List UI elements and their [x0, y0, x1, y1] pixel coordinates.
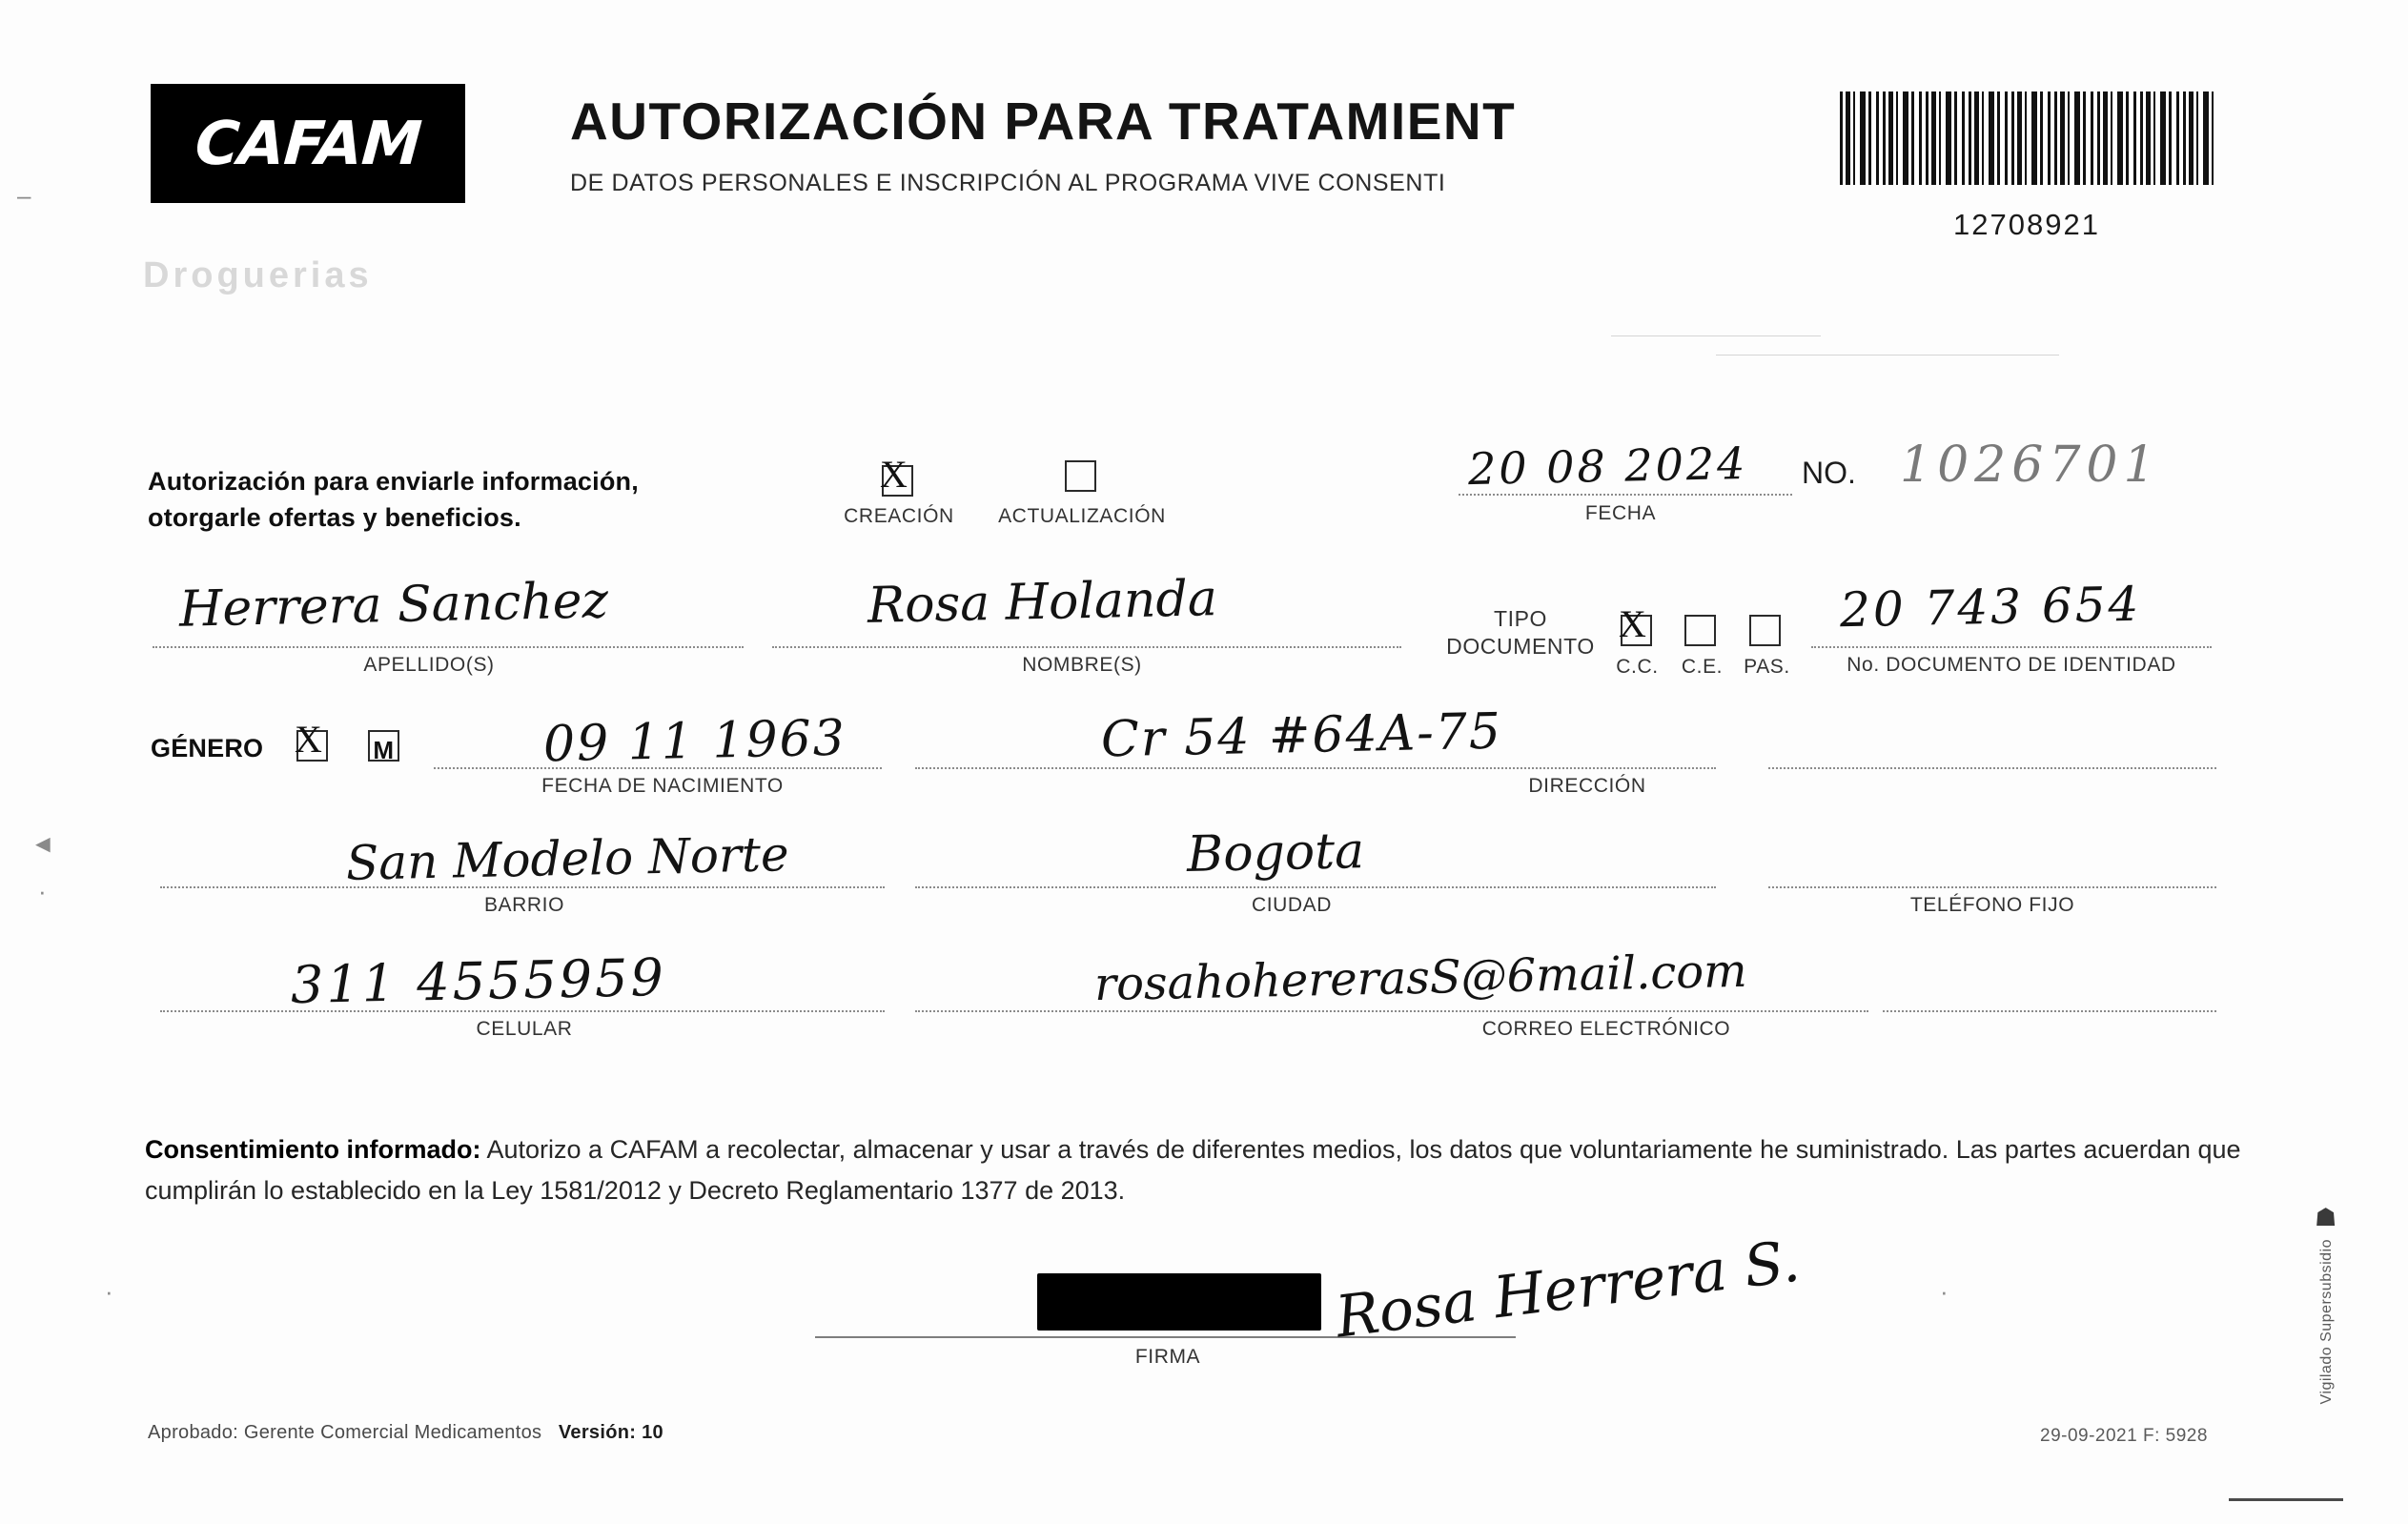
- pas-label: PAS.: [1744, 656, 1790, 678]
- footer-version-label: Versión:: [558, 1422, 637, 1443]
- bottom-tick-mark: [2229, 1498, 2343, 1501]
- firma-label: FIRMA: [1134, 1346, 1201, 1368]
- barrio-value: San Modelo Norte: [345, 826, 790, 891]
- cafam-logo: [151, 84, 465, 203]
- celular-value: 311 4555959: [290, 946, 667, 1016]
- fecha-rule: [1459, 494, 1792, 496]
- ciudad-value: Bogota: [1186, 823, 1365, 884]
- telefono-fijo-rule: [1768, 886, 2216, 888]
- cc-checkbox[interactable]: [1619, 602, 1652, 646]
- firma-value: Rosa Herrera S.: [1332, 1228, 1804, 1351]
- corner-mark: ·: [105, 1277, 113, 1306]
- correo-label: CORREO ELECTRÓNICO: [1481, 1018, 1731, 1040]
- actualizacion-checkbox[interactable]: [1065, 460, 1096, 492]
- apellidos-label: APELLIDO(S): [363, 654, 495, 676]
- consent-title: Consentimiento informado:: [145, 1135, 481, 1164]
- barcode-number: 12708921: [1953, 208, 2100, 241]
- footer-approval: [148, 1422, 663, 1444]
- nombres-value: Rosa Holanda: [867, 570, 1218, 635]
- vigilado-icon: ☗: [2315, 1203, 2337, 1231]
- documento-rule: [1811, 646, 2212, 648]
- celular-rule: [160, 1010, 885, 1012]
- direccion-rule: [915, 767, 1716, 769]
- creacion-checkbox[interactable]: [880, 453, 913, 497]
- cafam-logo-text: CAFAM: [193, 109, 423, 178]
- genero-f-checkbox[interactable]: [295, 718, 328, 762]
- creacion-check-mark: X: [880, 453, 908, 496]
- apellidos-rule: [153, 646, 744, 648]
- redaction-bar: [1037, 1273, 1321, 1331]
- ciudad-label: CIUDAD: [1251, 894, 1333, 916]
- fecha-nacimiento-value: 09 11 1963: [542, 709, 847, 774]
- documento-value: 20 743 654: [1839, 576, 2142, 639]
- barrio-label: BARRIO: [483, 894, 565, 916]
- genero-m-label: M: [373, 736, 395, 764]
- genero-label: GÉNERO: [151, 734, 264, 762]
- tipo-documento-label-line1: TIPO: [1493, 606, 1548, 631]
- numero-label: NO.: [1802, 456, 1856, 490]
- correo-value: rosahohererasS@6mail.com: [1093, 944, 1748, 1012]
- apellidos-value: Herrera Sanchez: [178, 572, 609, 639]
- footer-approval-text: Aprobado: Gerente Comercial Medicamentos: [148, 1422, 542, 1443]
- direccion-label: DIRECCIÓN: [1528, 775, 1646, 797]
- documento-label: No. DOCUMENTO DE IDENTIDAD: [1847, 654, 2176, 676]
- barrio-rule: [160, 886, 885, 888]
- fecha-nacimiento-rule: [434, 767, 882, 769]
- footer-side-vertical: Vigilado Supersubsidio: [2318, 1239, 2335, 1405]
- ciudad-rule: [915, 886, 1716, 888]
- telefono-fijo-label: TELÉFONO FIJO: [1909, 894, 2075, 916]
- actualizacion-label: ACTUALIZACIÓN: [998, 505, 1166, 527]
- fecha-label: FECHA: [1584, 502, 1657, 524]
- corner-mark: ·: [1940, 1277, 1949, 1306]
- consent-paragraph: [145, 1129, 2261, 1211]
- fecha-value: 20 08 2024: [1467, 437, 1748, 496]
- cc-label: C.C.: [1616, 656, 1659, 678]
- correo-rule: [915, 1010, 1868, 1012]
- celular-label: CELULAR: [476, 1018, 573, 1040]
- correo-rule-right: [1883, 1010, 2216, 1012]
- document-title: AUTORIZACIÓN PARA TRATAMIENT: [570, 91, 1517, 151]
- ce-label: C.E.: [1681, 656, 1724, 678]
- footer-version-value: 10: [642, 1422, 663, 1443]
- genero-f-check-mark: X: [295, 718, 322, 761]
- numero-value: 1026701: [1900, 437, 2161, 494]
- tipo-documento-label-line2: DOCUMENTO: [1446, 634, 1595, 659]
- scan-artifact-line: [1611, 335, 1821, 336]
- cafam-logo-subtext: Droguerias: [143, 255, 373, 295]
- authorization-text-line1: Autorización para enviarle información,: [148, 467, 639, 496]
- ce-checkbox[interactable]: [1684, 615, 1716, 646]
- footer-date-code: 29-09-2021 F: 5928: [2040, 1426, 2208, 1446]
- barcode-image: [1840, 91, 2214, 185]
- pas-checkbox[interactable]: [1749, 615, 1781, 646]
- nombres-rule: [772, 646, 1401, 648]
- document-subtitle: DE DATOS PERSONALES E INSCRIPCIÓN AL PROGRAMA VIVE CONSENTI: [570, 170, 1446, 196]
- cc-check-mark: X: [1619, 602, 1646, 645]
- corner-mark: ◄: [31, 829, 55, 858]
- fecha-nacimiento-label: FECHA DE NACIMIENTO: [541, 775, 784, 797]
- corner-mark: ·: [38, 877, 47, 905]
- nombres-label: NOMBRE(S): [1022, 654, 1142, 676]
- creacion-label: CREACIÓN: [844, 505, 954, 527]
- scan-artifact-line: [1716, 355, 2059, 356]
- consent-body: Autorizo a CAFAM a recolectar, almacenar y usar a través de diferentes medios, los datos que voluntariamente he suministrado. Las partes acuerdan que cumplirán lo establecido en la Ley 1581/2012 y Decreto Reglamentario 1377 de 2013.: [145, 1135, 2241, 1205]
- direccion-rule-right: [1768, 767, 2216, 769]
- corner-mark: –: [17, 181, 31, 210]
- direccion-value: Cr 54 #64A-75: [1100, 702, 1503, 769]
- authorization-text-line2: otorgarle ofertas y beneficios.: [148, 503, 521, 532]
